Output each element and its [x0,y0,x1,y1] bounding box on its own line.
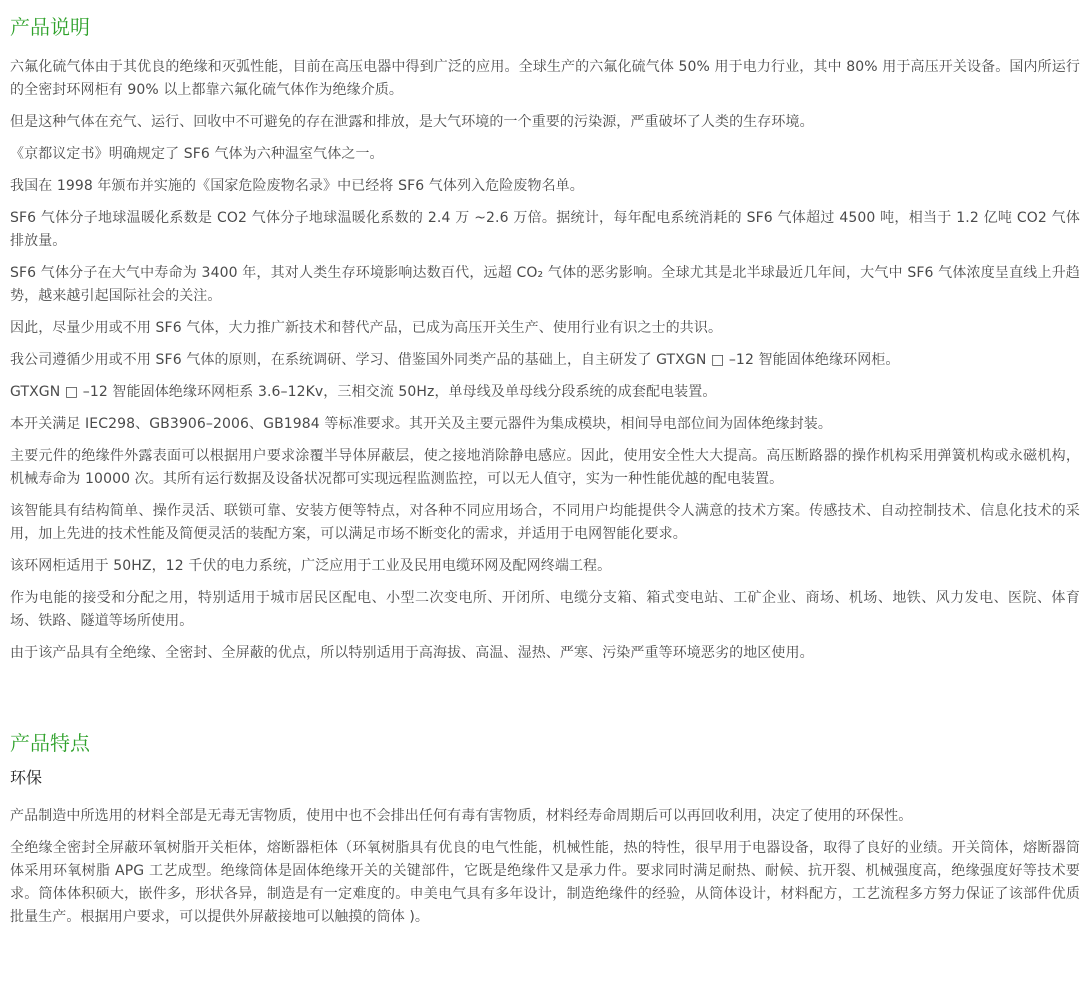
paragraph-warming-coefficient: SF6 气体分子地球温暖化系数是 CO2 气体分子地球温暖化系数的 2.4 万 ~2.6 万倍。据统计，每年配电系统消耗的 SF6 气体超过 4500 吨，相当于 1.2 亿吨 CO2 气体排放量。 [10,210,1080,249]
paragraph-features: 该智能具有结构简单、操作灵活、联锁可靠、安装方便等特点，对各种不同应用场合，不同用户均能提供令人满意的技术方案。传感技术、自动控制技术、信息化技术的采用，加上先进的技术性能及简便灵活的装配方案，可以满足市场不断变化的需求，并适用于电网智能化要求。 [10,503,1080,542]
paragraph-standards: 本开关满足 IEC298、GB3906–2006、GB1984 等标准要求。其开关及主要元器件为集成模块，相间导电部位间为固体绝缘封装。 [10,416,832,432]
paragraph-product-spec: GTXGN □ –12 智能固体绝缘环网柜系 3.6–12Kv，三相交流 50Hz，单母线及单母线分段系统的成套配电装置。 [10,384,717,400]
paragraph-kyoto: 《京都议定书》明确规定了 SF6 气体为六种温室气体之一。 [10,146,384,162]
paragraph-consensus: 因此，尽量少用或不用 SF6 气体，大力推广新技术和替代产品，已成为高压开关生产、使用行业有识之士的共识。 [10,320,723,336]
paragraph-main-components: 主要元件的绝缘件外露表面可以根据用户要求涂覆半导体屏蔽层，使之接地消除静电感应。因此，使用安全性大大提高。高压断路器的操作机构采用弹簧机构或永磁机构，机械寿命为 10000 次。其所有运行数据及设备状况都可实现远程监测监控，可以无人值守，实为一种性能优越的配电装置。 [10,448,1080,487]
subsection-title-eco: 环保 [10,768,43,787]
paragraph-usage-sites: 作为电能的接受和分配之用，特别适用于城市居民区配电、小型二次变电所、开闭所、电缆分支箱、箱式变电站、工矿企业、商场、机场、地铁、风力发电、医院、体育场、铁路、隧道等场所使用。 [10,590,1080,629]
paragraph-applicable-system: 该环网柜适用于 50HZ，12 千伏的电力系统，广泛应用于工业及民用电缆环网及配网终端工程。 [10,558,612,574]
paragraph-hazardous-list: 我国在 1998 年颁布并实施的《国家危险废物名录》中已经将 SF6 气体列入危险废物名单。 [10,178,584,194]
paragraph-leakage: 但是这种气体在充气、运行、回收中不可避免的存在泄露和排放，是大气环境的一个重要的污染源，严重破坏了人类的生存环境。 [10,114,814,130]
paragraph-lifetime: SF6 气体分子在大气中寿命为 3400 年，其对人类生存环境影响达数百代，远超 CO₂ 气体的恶劣影响。全球尤其是北半球最近几年间，大气中 SF6 气体浓度呈直线上升趋势，越来越引起国际社会的关注。 [10,265,1080,304]
paragraph-materials: 产品制造中所选用的材料全部是无毒无害物质，使用中也不会排出任何有毒有害物质，材料经寿命周期后可以再回收利用，决定了使用的环保性。 [10,808,913,824]
paragraph-intro: 六氟化硫气体由于其优良的绝缘和灭弧性能，目前在高压电器中得到广泛的应用。全球生产的六氟化硫气体 50% 用于电力行业，其中 80% 用于高压开关设备。国内所运行的全密封环网柜有 90% 以上都靠六氟化硫气体作为绝缘介质。 [10,59,1080,98]
paragraph-company-development: 我公司遵循少用或不用 SF6 气体的原则，在系统调研、学习、借鉴国外同类产品的基础上，自主研发了 GTXGN □ –12 智能固体绝缘环网柜。 [10,352,900,368]
section-title-product-description: 产品说明 [10,15,90,39]
paragraph-epoxy-cabinet: 全绝缘全密封全屏蔽环氧树脂开关柜体，熔断器柜体（环氧树脂具有优良的电气性能，机械性能，热的特性，很早用于电器设备，取得了良好的业绩。开关筒体，熔断器筒体采用环氧树脂 APG 工艺成型。绝缘筒体是固体绝缘开关的关键部件，它既是绝缘件又是承力件。要求同时满足耐热、耐候、抗开裂、机械强度高，绝缘强度好等技术要求。筒体体积硕大，嵌件多，形状各异，制造是有一定难度的。申美电气具有多年设计，制造绝缘件的经验，从筒体设计，材料配方，工艺流程多方努力保证了该部件优质批量生产。根据用户要求，可以提供外屏蔽接地可以触摸的筒体 )。 [10,840,1080,925]
section-title-product-features: 产品特点 [10,731,90,755]
paragraph-environment: 由于该产品具有全绝缘、全密封、全屏蔽的优点，所以特别适用于高海拔、高温、湿热、严寒、污染严重等环境恶劣的地区使用。 [10,645,814,661]
